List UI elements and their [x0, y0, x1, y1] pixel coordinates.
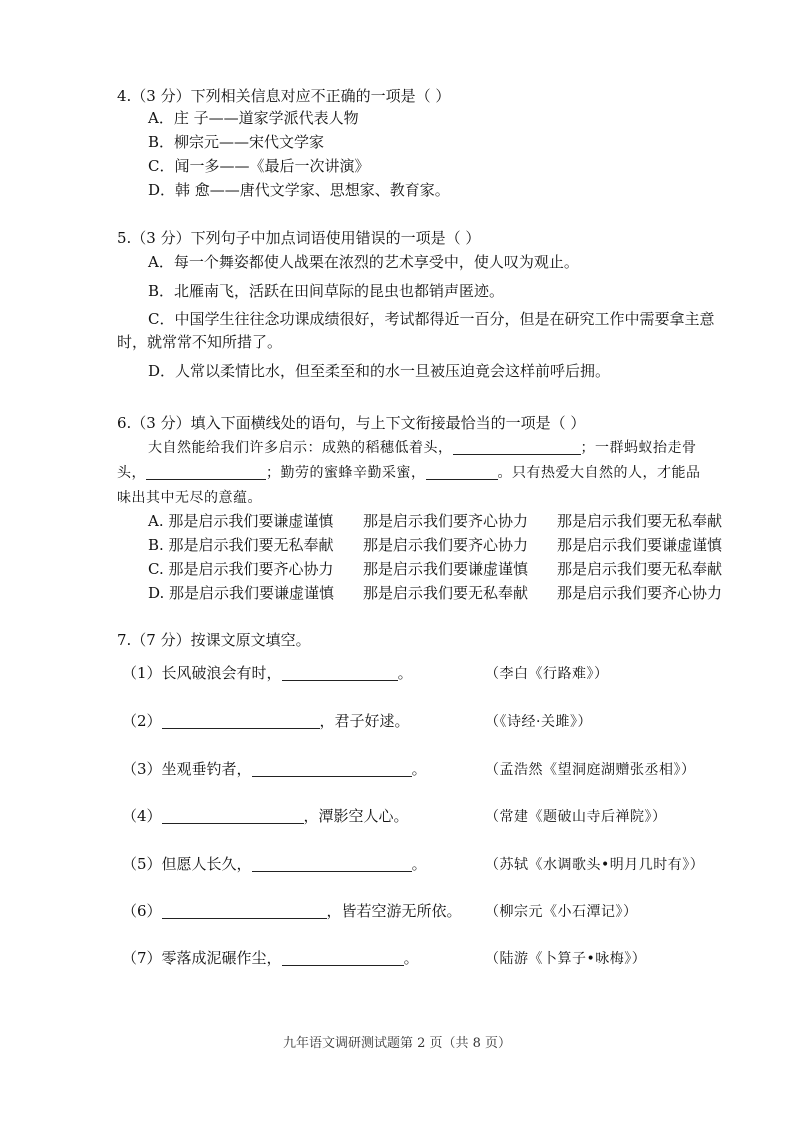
- q7-blank-5[interactable]: [252, 855, 412, 872]
- q6-option-d-3: 那是启示我们要齐心协力: [557, 584, 723, 602]
- q4-stem: 4.（3 分）下列相关信息对应不正确的一项是（ ）: [117, 87, 451, 105]
- q6-passage-text: 头，: [117, 465, 146, 481]
- q6-option-d-1: D. 那是启示我们要谦虚谨慎: [148, 584, 335, 602]
- q6-option-a-2: 那是启示我们要齐心协力: [363, 512, 529, 530]
- q7-item-1: [122, 663, 413, 683]
- q7-source-6: （柳宗元《小石潭记》）: [485, 904, 638, 920]
- page-footer: 九年语文调研测试题第 2 页（共 8 页）: [282, 1036, 512, 1051]
- q7-item-3: [122, 759, 427, 779]
- q4-option-c: C．闻一多——《最后一次讲演》: [148, 157, 370, 175]
- q6-option-a-3: 那是启示我们要无私奉献: [557, 512, 723, 530]
- q6-passage-text: ；一群蚂蚁抬走骨: [580, 440, 697, 456]
- q6-option-c-1: C. 那是启示我们要齐心协力: [148, 560, 334, 578]
- q7-item-text: 。: [411, 760, 427, 778]
- q6-passage-text: 。只有热爱大自然的人，才能品: [497, 465, 701, 481]
- q6-option-b-1: B. 那是启示我们要无私奉献: [148, 536, 334, 554]
- q7-item-4: [122, 806, 409, 826]
- q7-blank-6[interactable]: [162, 902, 327, 919]
- q6-blank-2[interactable]: [146, 463, 266, 480]
- q6-option-c: [148, 558, 722, 579]
- q7-stem: 7.（7 分）按课文原文填空。: [117, 631, 311, 649]
- q7-item-text: ，皆若空游无所依。: [326, 902, 462, 920]
- q6-option-a: [148, 510, 722, 531]
- q6-option-d: [148, 582, 722, 603]
- q4-option-a: A．庄 子——道家学派代表人物: [148, 109, 359, 127]
- q7-source-1: （李白《行路难》）: [485, 666, 609, 682]
- q7-blank-3[interactable]: [252, 760, 412, 777]
- q6-option-b-3: 那是启示我们要谦虚谨慎: [557, 536, 723, 554]
- q6-option-d-2: 那是启示我们要无私奉献: [363, 584, 529, 602]
- q6-option-a-1: A. 那是启示我们要谦虚谨慎: [148, 512, 334, 530]
- q6-passage-line2: [117, 463, 701, 483]
- q6-passage-text: 大自然能给我们许多启示：成熟的稻穗低着头，: [148, 440, 453, 456]
- q7-source-2: （《诗经·关雎》）: [485, 714, 592, 730]
- q6-passage-text: ；勤劳的蜜蜂辛勤采蜜，: [266, 465, 426, 481]
- q5-option-b: B．北雁南飞，活跃在田间草际的昆虫也都销声匿迹。: [148, 282, 505, 300]
- q7-item-number: （5）: [122, 855, 162, 873]
- q6-stem: 6.（3 分）填入下面横线处的语句，与上下文衔接最恰当的一项是（ ）: [117, 414, 586, 432]
- q7-item-text: 零落成泥碾作尘，: [161, 949, 282, 967]
- q7-blank-7[interactable]: [282, 949, 404, 966]
- q6-option-c-2: 那是启示我们要谦虚谨慎: [363, 560, 529, 578]
- q7-source-5: （苏轼《水调歌头•明月几时有》）: [485, 857, 705, 873]
- q7-item-2: [122, 711, 410, 731]
- q7-item-number: （1）: [122, 664, 162, 682]
- q5-option-c: C．中国学生往往念功课成绩很好，考试都得近一百分，但是在研究工作中需要拿主意: [148, 310, 715, 328]
- q4-option-d: D．韩 愈——唐代文学家、思想家、教育家。: [148, 181, 450, 199]
- q6-option-c-3: 那是启示我们要无私奉献: [557, 560, 723, 578]
- q7-item-number: （2）: [122, 712, 162, 730]
- q7-item-text: 但愿人长久，: [161, 855, 252, 873]
- q5-option-c-cont: 时，就常常不知所措了。: [117, 333, 283, 351]
- q5-option-a: A．每一个舞姿都使人战栗在浓烈的艺术享受中，使人叹为观止。: [148, 253, 579, 271]
- q7-item-number: （7）: [122, 949, 162, 967]
- q6-option-b: [148, 534, 722, 555]
- q7-blank-4[interactable]: [162, 807, 304, 824]
- q7-item-number: （6）: [122, 902, 162, 920]
- q7-item-text: 。: [403, 949, 419, 967]
- q7-item-text: 长风破浪会有时，: [161, 664, 282, 682]
- q7-item-text: 。: [397, 664, 413, 682]
- q7-item-5: [122, 854, 427, 874]
- q4-option-b: B．柳宗元——宋代文学家: [148, 133, 325, 151]
- q5-option-d: D．人常以柔情比水，但至柔至和的水一旦被压迫竟会这样前呼后拥。: [148, 362, 611, 380]
- q7-item-text: ，君子好逑。: [319, 712, 410, 730]
- q7-item-number: （4）: [122, 807, 162, 825]
- q7-source-7: （陆游《卜算子•咏梅》）: [485, 951, 647, 967]
- q6-blank-1[interactable]: [453, 438, 581, 455]
- q6-option-b-2: 那是启示我们要齐心协力: [363, 536, 529, 554]
- q7-item-text: 。: [411, 855, 427, 873]
- q7-source-4: （常建《题破山寺后禅院》）: [485, 809, 667, 825]
- q6-passage-line3: 味出其中无尽的意蕴。: [117, 490, 262, 506]
- q7-item-text: 坐观垂钓者，: [161, 760, 252, 778]
- q7-item-6: [122, 901, 462, 921]
- q7-blank-2[interactable]: [162, 712, 320, 729]
- q5-stem: 5.（3 分）下列句子中加点词语使用错误的一项是（ ）: [117, 229, 481, 247]
- q7-blank-1[interactable]: [282, 664, 398, 681]
- q7-source-3: （孟浩然《望洞庭湖赠张丞相》）: [485, 762, 696, 778]
- q7-item-text: ，潭影空人心。: [303, 807, 409, 825]
- q7-item-number: （3）: [122, 760, 162, 778]
- q6-blank-3[interactable]: [426, 463, 498, 480]
- q7-item-7: [122, 948, 419, 968]
- q6-passage-line1: [148, 438, 697, 458]
